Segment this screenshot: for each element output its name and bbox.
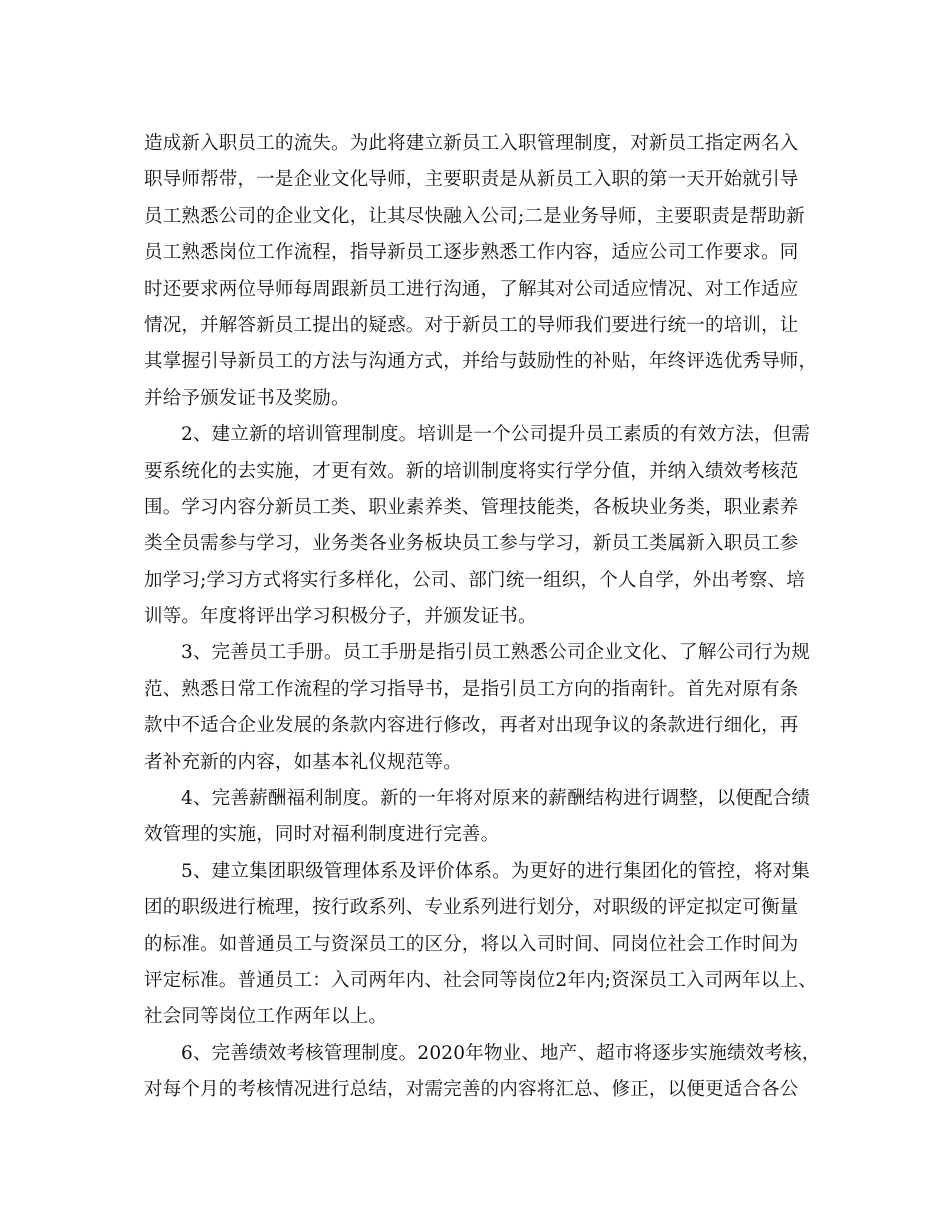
text-line: 团的职级进行梳理，按行政系列、专业系列进行划分，对职级的评定拟定可衡量 — [144, 897, 799, 919]
text-line: 类全员需参与学习，业务类各业务板块员工参与学习，新员工类属新入职员工参 — [144, 533, 799, 555]
text-line: 造成新入职员工的流失。为此将建立新员工入职管理制度，对新员工指定两名入 — [144, 133, 799, 154]
paragraph-employee-handbook — [144, 635, 824, 781]
text-line: 5、建立集团职级管理体系及评价体系。为更好的进行集团化的管控，将对集 — [181, 860, 811, 882]
text-line: 评定标准。普通员工：入司两年内、社会同等岗位2年内;资深员工入司两年以上、 — [144, 969, 817, 991]
paragraph-training-system — [144, 417, 824, 635]
text-line: 职导师帮带，一是企业文化导师，主要职责是从新员工入职的第一天开始就引导 — [144, 169, 799, 191]
text-line: 围。学习内容分新员工类、职业素养类、管理技能类，各板块业务类，职业素养 — [144, 496, 799, 518]
text-line: 2、建立新的培训管理制度。培训是一个公司提升员工素质的有效方法，但需 — [181, 424, 811, 446]
text-line: 4、完善薪酬福利制度。新的一年将对原来的薪酬结构进行调整，以便配合绩 — [181, 788, 811, 810]
text-line: 加学习;学习方式将实行多样化，公司、部门统一组织，个人自学，外出考察、培 — [144, 569, 805, 591]
text-line: 的标准。如普通员工与资深员工的区分，将以入司时间、同岗位社会工作时间为 — [144, 933, 799, 955]
text-line: 情况，并解答新员工提出的疑惑。对于新员工的导师我们要进行统一的培训，让 — [144, 314, 799, 336]
document-body — [144, 126, 824, 1109]
text-line: 者补充新的内容，如基本礼仪规范等。 — [144, 751, 462, 773]
paragraph-rank-system — [144, 854, 824, 1036]
text-line: 要系统化的去实施，才更有效。新的培训制度将实行学分值，并纳入绩效考核范 — [144, 460, 799, 482]
text-line: 款中不适合企业发展的条款内容进行修改，再者对出现争议的条款进行细化，再 — [144, 715, 799, 737]
text-line: 效管理的实施，同时对福利制度进行完善。 — [144, 824, 500, 846]
text-line: 社会同等岗位工作两年以上。 — [144, 1006, 388, 1028]
text-line: 并给予颁发证书及奖励。 — [144, 387, 350, 409]
text-line: 员工熟悉岗位工作流程，指导新员工逐步熟悉工作内容，适应公司工作要求。同 — [144, 242, 799, 264]
text-line: 时还要求两位导师每周跟新员工进行沟通，了解其对公司适应情况、对工作适应 — [144, 278, 799, 300]
paragraph-performance — [144, 1036, 824, 1109]
text-line: 训等。年度将评出学习积极分子，并颁发证书。 — [144, 606, 537, 628]
text-line: 对每个月的考核情况进行总结，对需完善的内容将汇总、修正，以便更适合各公 — [144, 1079, 799, 1101]
text-line: 员工熟悉公司的企业文化，让其尽快融入公司;二是业务导师，主要职责是帮助新 — [144, 205, 805, 227]
text-line: 其掌握引导新员工的方法与沟通方式，并给与鼓励性的补贴，年终评选优秀导师， — [144, 351, 818, 373]
text-line: 范、熟悉日常工作流程的学习指导书，是指引员工方向的指南针。首先对原有条 — [144, 678, 799, 700]
text-line: 3、完善员工手册。员工手册是指引员工熟悉公司企业文化、了解公司行为规 — [181, 642, 811, 664]
paragraph-mentor-system — [144, 126, 824, 417]
text-line: 6、完善绩效考核管理制度。2020年物业、地产、超市将逐步实施绩效考核， — [181, 1042, 821, 1064]
paragraph-compensation — [144, 781, 824, 854]
